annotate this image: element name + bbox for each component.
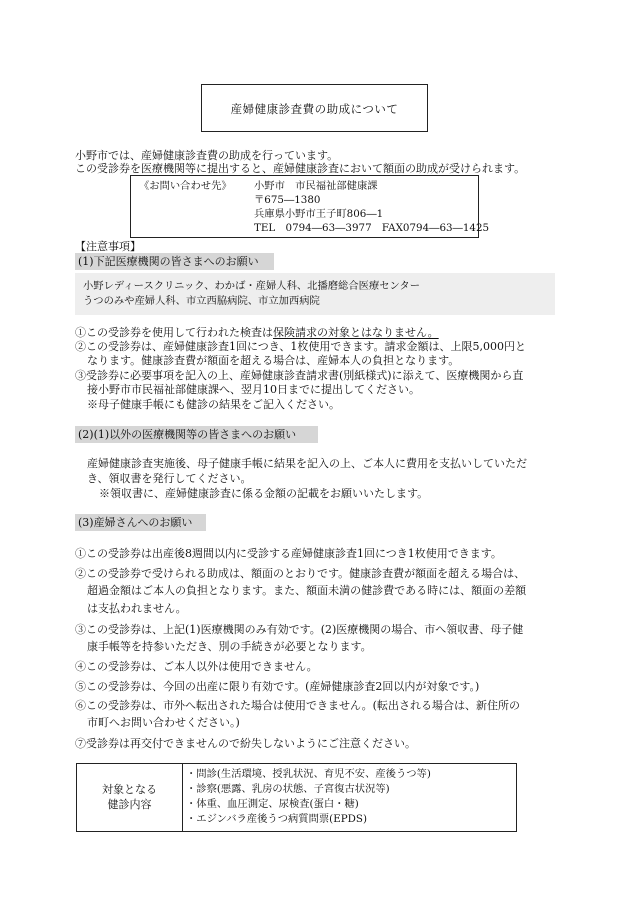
section2-note: ※領収書に、産婦健康診査に係る金額の記載をお願いいたします。 xyxy=(99,487,429,500)
exam-item-4: ・エジンバラ産後うつ病質問票(EPDS) xyxy=(186,813,367,825)
notice-heading: 【注意事項】 xyxy=(75,240,141,253)
section1-item-2-line-2: なります。健康診査費が額面を超える場合は、産婦本人の負担となります。 xyxy=(87,354,460,367)
section3-item-2-line-3: は支払われません。 xyxy=(87,602,187,615)
section3-item-2-line-1: ②この受診券で受けられる助成は、額面のとおりです。健康診査費が額面を超える場合は、 xyxy=(75,567,526,580)
section2-heading: (2)(1)以外の医療機関等の皆さまへのお願い xyxy=(75,426,318,443)
contact-address: 兵庫県小野市王子町806―1 xyxy=(254,208,384,220)
exam-content-table xyxy=(76,763,517,832)
title-box xyxy=(201,84,428,132)
hospital-line-1: 小野レディースクリニック、わかば・産婦人科、北播磨総合医療センター xyxy=(83,280,421,292)
section3-item-7: ⑦受診券は再交付できませんので紛失しないようにご注意ください。 xyxy=(75,737,416,750)
contact-phone: TEL 0794―63―3977 FAX0794―63―1425 xyxy=(254,222,490,234)
table-label-line-2: 健診内容 xyxy=(107,798,152,811)
section1-heading: (1)下記医療機関の皆さまへのお願い xyxy=(75,253,274,270)
section3-item-1: ①この受診券は出産後8週間以内に受診する産婦健康診査1回につき1枚使用できます。 xyxy=(75,547,502,560)
contact-postal: 〒675―1380 xyxy=(254,194,321,206)
section3-item-5: ⑤この受診券は、今回の出産に限り有効です。(産婦健康診査2回以内が対象です。) xyxy=(75,680,480,693)
exam-item-2: ・診察(悪露、乳房の状態、子宮復古状況等) xyxy=(186,783,390,795)
hospital-line-2: うつのみや産婦人科、市立西脇病院、市立加西病院 xyxy=(83,295,320,307)
contact-dept: 小野市 市民福祉部健康課 xyxy=(254,180,378,192)
table-label-line-1: 対象となる xyxy=(102,783,157,796)
contact-box xyxy=(130,175,490,238)
section3-item-6-line-2: 市町へお問い合わせください。) xyxy=(87,716,240,729)
section3-item-4: ④この受診券は、ご本人以外は使用できません。 xyxy=(75,660,318,673)
exam-item-1: ・問診(生活環境、授乳状況、育児不安、産後うつ等) xyxy=(186,768,431,780)
section3-item-6-line-1: ⑥この受診券は、市外へ転出された場合は使用できません。(転出される場合は、新住所の xyxy=(75,699,520,712)
table-divider xyxy=(182,764,183,831)
section3-heading: (3)産婦さんへのお願い xyxy=(75,514,206,531)
intro-line-1: 小野市では、産婦健康診査費の助成を行っています。 xyxy=(75,149,339,162)
section3-item-3-line-2: 康手帳等を持参いただき、別の手続きが必要となります。 xyxy=(87,640,372,653)
hospital-list-box xyxy=(75,273,555,315)
contact-label: 《お問い合わせ先》 xyxy=(139,180,232,192)
section3-item-3-line-1: ③この受診券は、上記(1)医療機関のみ有効です。(2)医療機関の場合、市へ領収書、母子健 xyxy=(75,623,524,636)
section1-item-3-line-1: ③受診券に必要事項を記入の上、産婦健康診査請求書(別紙様式)に添えて、医療機関から直 xyxy=(75,369,524,382)
section2-line-2: き、領収書を発行してください。 xyxy=(87,472,252,485)
section2-line-1: 産婦健康診査実施後、母子健康手帳に結果を記入の上、ご本人に費用を支払いしていただ xyxy=(87,457,527,470)
section3-item-2-line-2: 超過金額はご本人の負担となります。また、額面未満の健診費である時には、額面の差額 xyxy=(87,584,527,597)
section1-item-3-line-2: 接小野市市民福祉部健康課へ、翌月10日までに提出してください。 xyxy=(87,383,420,396)
section1-item-1 xyxy=(75,326,439,340)
section1-item-2-line-1: ②この受診券は、産婦健康診査1回につき、1枚使用できます。請求金額は、上限5,000円と xyxy=(75,340,526,353)
intro-line-2: この受診券を医療機関等に提出すると、産婦健康診査において額面の助成が受けられます。 xyxy=(75,162,526,175)
section1-item-1-underlined: 保険請求の対象とはなりません。 xyxy=(273,326,439,339)
page-title: 産婦健康診査費の助成について xyxy=(230,102,399,116)
section1-item-3-note: ※母子健康手帳にも健診の結果をご記入ください。 xyxy=(87,398,340,411)
section1-item-1-text: ①この受診券を使用して行われた検査は xyxy=(75,326,273,339)
exam-item-3: ・体重、血圧測定、尿検査(蛋白・糖) xyxy=(186,798,359,810)
